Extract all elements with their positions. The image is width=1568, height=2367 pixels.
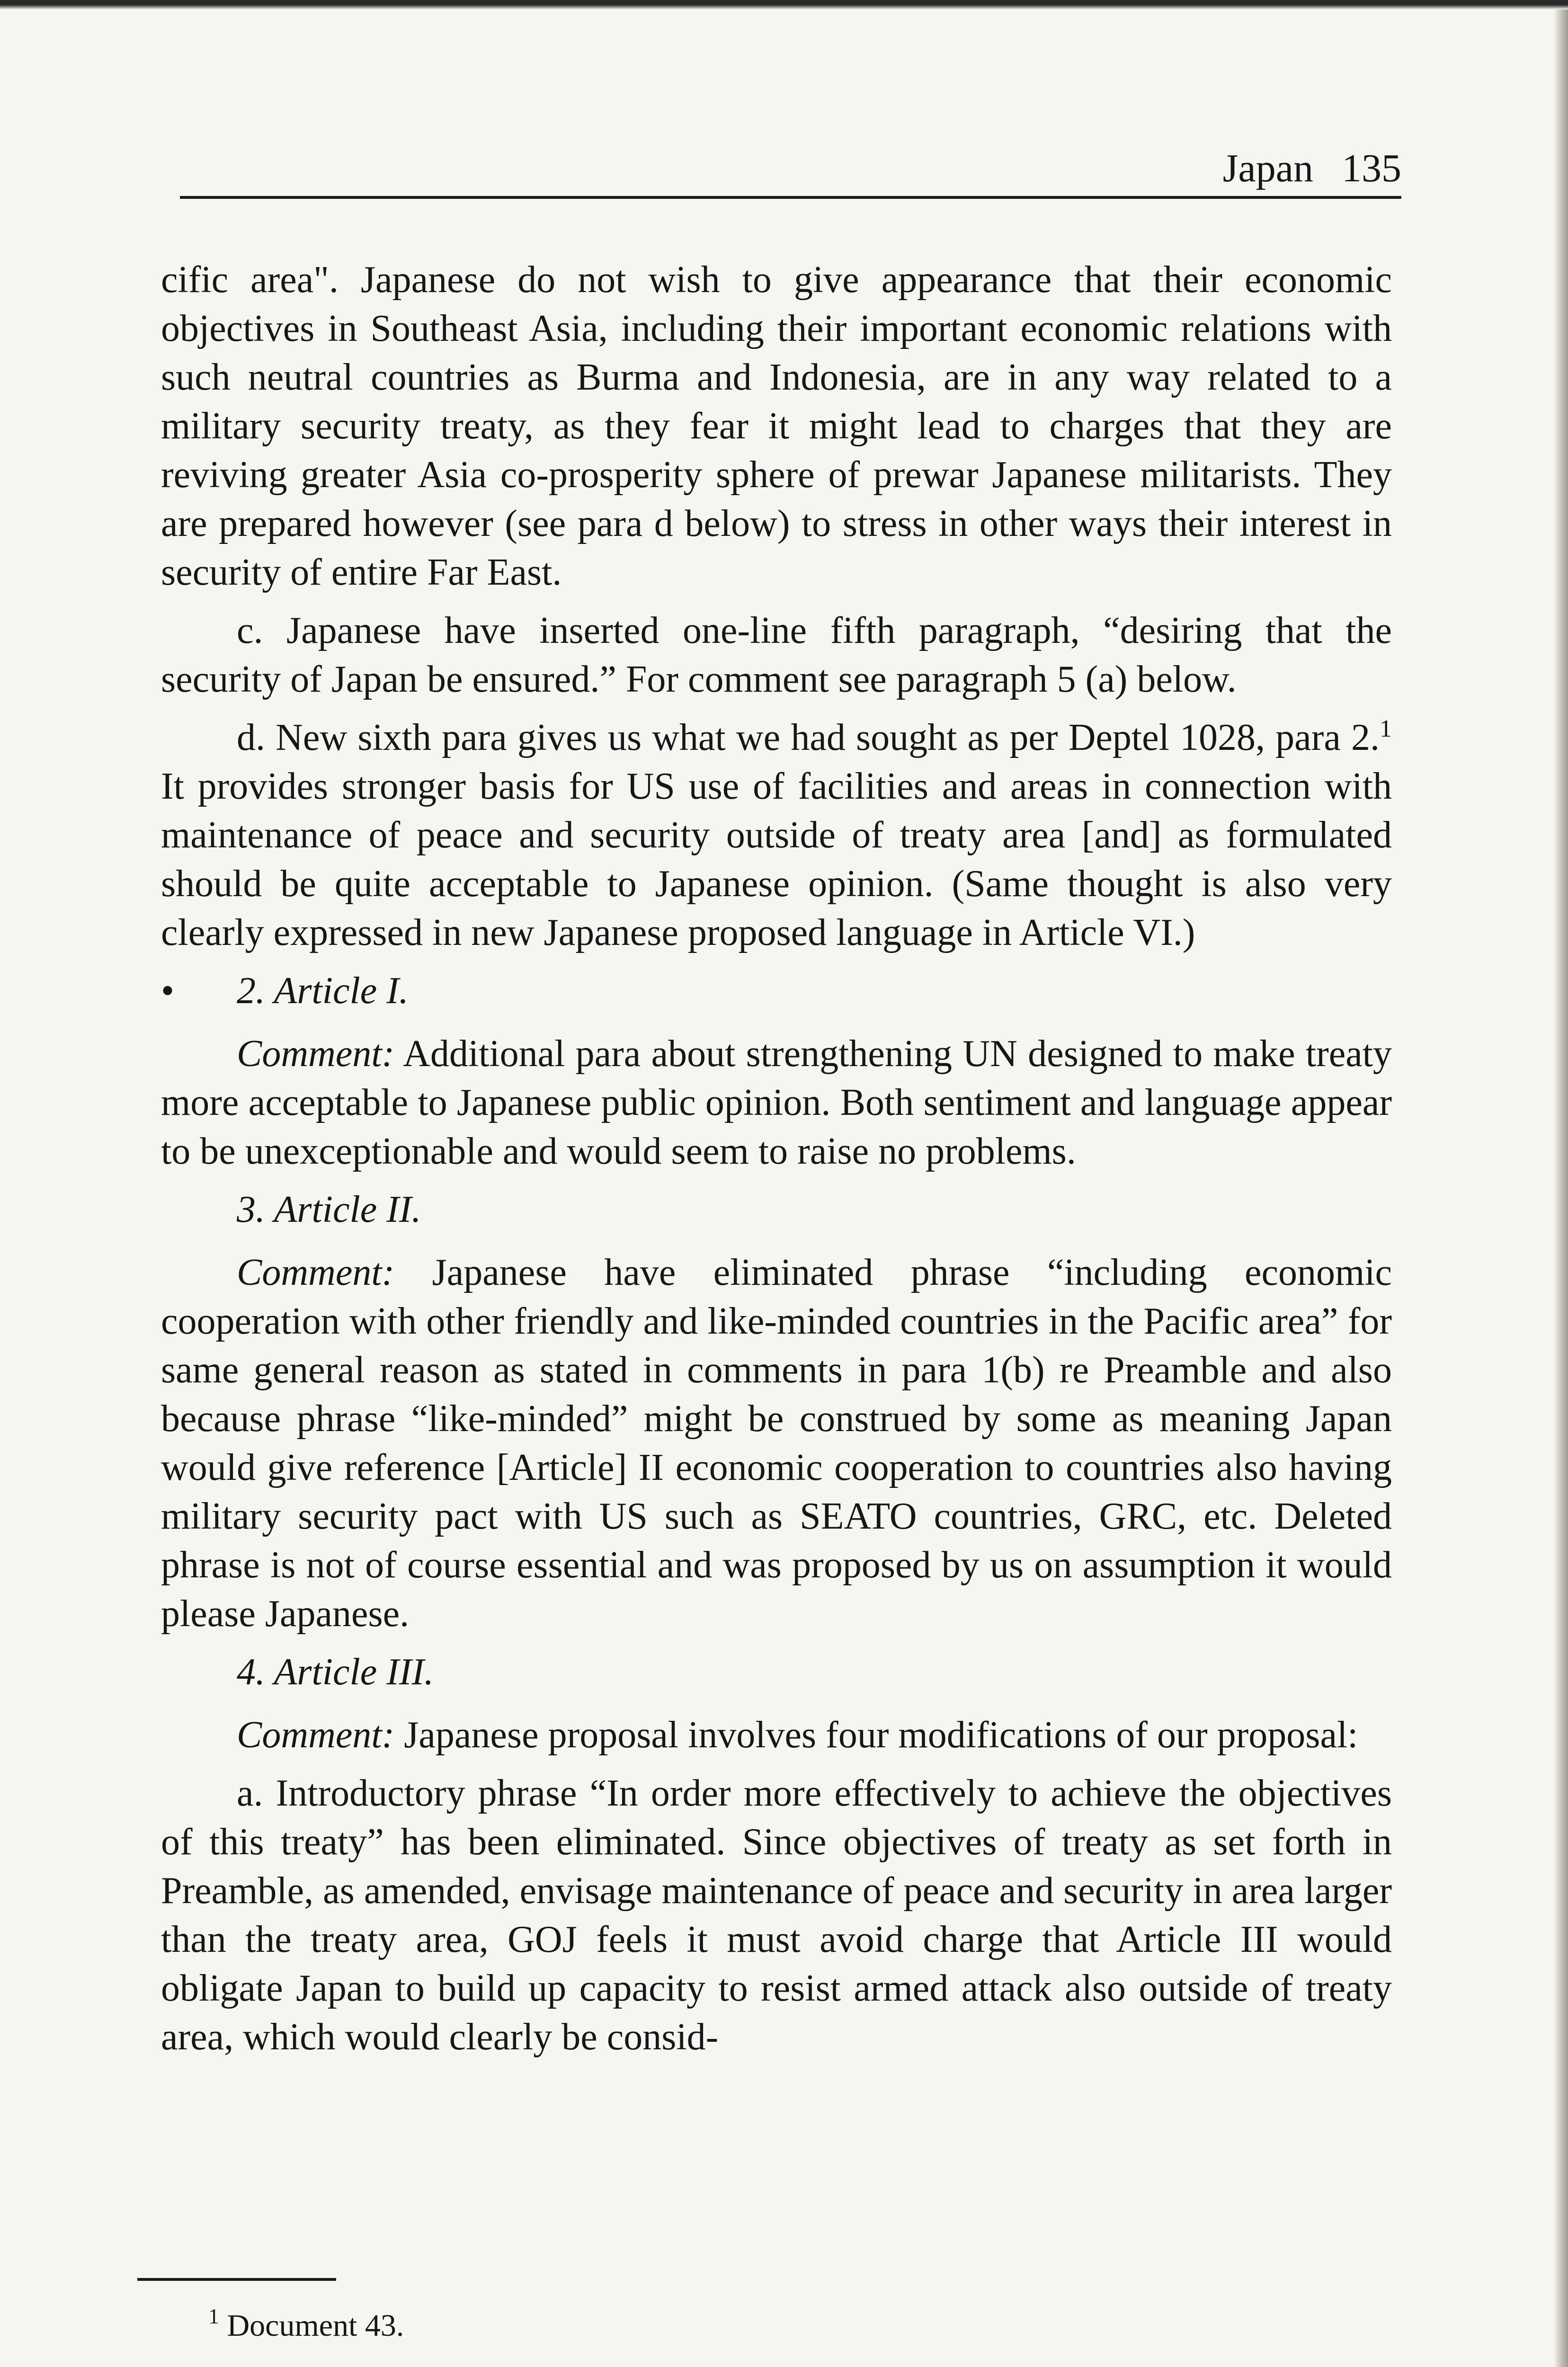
paragraph-article-iii-a: a. Introductory phrase “In order more effectively to achieve the objectives of this treaty” has been eliminated. Since objectives of treaty as set forth in Preamble, as amended, envisage maintenance of peace and security in area larger than the treaty area, GOJ feels it must avoid charge that Article III would obligate Japan to build up capacity to resist armed attack also outside of treaty area, which would clearly be consid- [161, 1772, 1392, 2058]
stray-mark: • [161, 970, 175, 1012]
scan-top-edge [0, 0, 1568, 9]
comment-label: Comment: [237, 1252, 395, 1293]
comment-text: Japanese have eliminated phrase “including economic cooperation with other friendly and like-minded countries in the Pacific area” for same general reason as stated in comments in para 1(b) re Preamble and also because phrase “like-minded” might be construed by some as meaning Japan would give reference [Article] II economic cooperation to countries also having military security pact with US such as SEATO countries, GRC, etc. Deleted phrase is not of course essential and was proposed by us on assumption it would please Japanese. [161, 1252, 1392, 1635]
heading-article-iii: 4. Article III. [237, 1651, 434, 1693]
footnote [208, 2304, 404, 2343]
comment-label: Comment: [237, 1714, 395, 1756]
heading-article-ii: 3. Article II. [237, 1189, 421, 1230]
page-number: 135 [1342, 146, 1401, 190]
comment-article-iii [161, 1711, 1392, 1760]
paragraph-c: c. Japanese have inserted one-line fifth paragraph, “desiring that the security of Japan be ensured.” For comment see paragraph 5 (a) below. [161, 610, 1392, 700]
comment-label: Comment: [237, 1033, 395, 1075]
scan-right-edge [1554, 9, 1568, 2367]
footnote-marker: 1 [208, 2304, 219, 2328]
footnote-rule [137, 2278, 336, 2281]
running-header [180, 142, 1401, 199]
comment-text: Additional para about strengthening UN designed to make treaty more acceptable to Japanese public opinion. Both sentiment and language appear to be unexceptionable and would seem to raise no problems. [161, 1033, 1392, 1172]
comment-text: Japanese proposal involves four modifications of our proposal: [394, 1714, 1358, 1756]
paragraph-d-start: d. New sixth para gives us what we had sought as per Deptel 1028, para 2. [237, 717, 1380, 758]
paragraph-preamble-continuation: cific area". Japanese do not wish to give appearance that their economic objectives in Southeast Asia, including their important economic relations with such neutral countries as Burma and Indonesia, are in any way related to a military security treaty, as they fear it might lead to charges that they are reviving greater Asia co-prosperity sphere of prewar Japanese militarists. They are prepared however (see para d below) to stress in other ways their interest in security of entire Far East. [161, 259, 1392, 593]
paragraph-d-rest: It provides stronger basis for US use of facilities and areas in connection with maintenance of peace and security outside of treaty area [and] as formulated should be quite acceptable to Japanese opinion. (Same thought is also very clearly expressed in new Japanese proposed language in Article VI.) [161, 765, 1392, 953]
heading-article-i [161, 967, 1392, 1015]
heading-article-i-text: 2. Article I. [237, 970, 409, 1012]
body-text [161, 256, 1392, 2071]
comment-article-i [161, 1030, 1392, 1176]
footnote-reference: 1 [1380, 715, 1392, 742]
header-rule [180, 196, 1401, 199]
header-text [1222, 146, 1401, 190]
running-title: Japan [1222, 146, 1313, 190]
paragraph-d [161, 713, 1392, 957]
comment-article-ii [161, 1248, 1392, 1638]
footnote-text: Document 43. [227, 2308, 404, 2343]
